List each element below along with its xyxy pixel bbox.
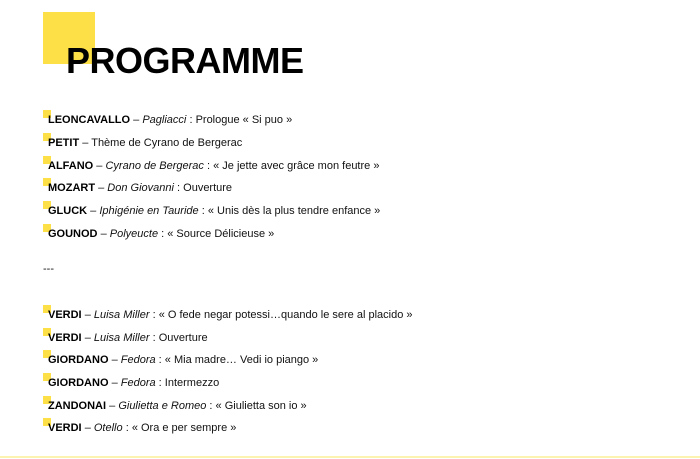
- work-title: Cyrano de Bergerac: [105, 160, 204, 172]
- work-title: Fedora: [120, 354, 156, 366]
- programme-item-text: [43, 228, 274, 240]
- piece-title: « Ora e per sempre »: [131, 422, 237, 434]
- colon-separator: :: [177, 182, 181, 194]
- programme-item: [43, 350, 318, 370]
- colon-separator: :: [158, 377, 162, 389]
- work-title: Polyeucte: [109, 228, 159, 240]
- piece-title: Thème de Cyrano de Bergerac: [91, 137, 243, 149]
- composer-name: PETIT: [48, 137, 80, 149]
- programme-item-text: [43, 205, 380, 217]
- composer-name: MOZART: [48, 182, 96, 194]
- piece-title: « Unis dès la plus tendre enfance »: [207, 205, 381, 217]
- programme-item-text: [43, 114, 292, 126]
- colon-separator: :: [201, 205, 205, 217]
- piece-title: « Giulietta son io »: [215, 400, 307, 412]
- dash-separator: –: [111, 377, 118, 389]
- dash-separator: –: [133, 114, 140, 126]
- programme-item-text: [43, 137, 242, 149]
- composer-name: ZANDONAI: [48, 400, 107, 412]
- composer-name: ALFANO: [48, 160, 94, 172]
- programme-item-text: [43, 182, 232, 194]
- programme-item-text: [43, 160, 379, 172]
- dash-separator: –: [90, 205, 97, 217]
- piece-title: « O fede negar potessi…quando le sere al placido »: [158, 309, 413, 321]
- programme-item: [43, 396, 307, 416]
- work-title: Don Giovanni: [107, 182, 174, 194]
- work-title: Luisa Miller: [93, 309, 150, 321]
- dash-separator: –: [82, 137, 89, 149]
- piece-title: Prologue « Si puo »: [195, 114, 293, 126]
- programme-item: [43, 328, 208, 348]
- composer-name: VERDI: [48, 422, 82, 434]
- colon-separator: :: [189, 114, 193, 126]
- colon-separator: :: [161, 228, 165, 240]
- composer-name: LEONCAVALLO: [48, 114, 131, 126]
- composer-name: GLUCK: [48, 205, 88, 217]
- programme-item-text: [43, 332, 208, 344]
- programme-item: [43, 156, 379, 176]
- piece-title: « Source Délicieuse »: [167, 228, 275, 240]
- dash-separator: –: [84, 332, 91, 344]
- composer-name: VERDI: [48, 309, 82, 321]
- programme-item: [43, 133, 242, 153]
- programme-item: [43, 373, 219, 393]
- dash-separator: –: [98, 182, 105, 194]
- dash-separator: –: [109, 400, 116, 412]
- programme-item-text: [43, 377, 219, 389]
- piece-title: Ouverture: [158, 332, 208, 344]
- work-title: Otello: [93, 422, 123, 434]
- piece-title: « Mia madre… Vedi io piango »: [164, 354, 319, 366]
- programme-item-text: [43, 354, 318, 366]
- composer-name: GIORDANO: [48, 354, 109, 366]
- programme-item-text: [43, 309, 412, 321]
- programme-item: [43, 305, 412, 325]
- work-title: Luisa Miller: [93, 332, 150, 344]
- colon-separator: :: [158, 354, 162, 366]
- programme-item: [43, 110, 292, 130]
- colon-separator: :: [209, 400, 213, 412]
- work-title: Pagliacci: [142, 114, 187, 126]
- bottom-divider: [0, 456, 700, 458]
- programme-item-text: [43, 422, 236, 434]
- programme-item: [43, 178, 232, 198]
- programme-item: [43, 418, 236, 438]
- composer-name: VERDI: [48, 332, 82, 344]
- dash-separator: –: [100, 228, 107, 240]
- dash-separator: –: [96, 160, 103, 172]
- programme-item: [43, 201, 380, 221]
- page-title: PROGRAMME: [66, 40, 304, 81]
- work-title: Iphigénie en Tauride: [99, 205, 199, 217]
- dash-separator: –: [111, 354, 118, 366]
- dash-separator: –: [84, 309, 91, 321]
- programme-item: [43, 224, 274, 244]
- dash-separator: –: [84, 422, 91, 434]
- colon-separator: :: [152, 332, 156, 344]
- piece-title: « Je jette avec grâce mon feutre »: [213, 160, 380, 172]
- work-title: Fedora: [120, 377, 156, 389]
- colon-separator: :: [207, 160, 211, 172]
- work-title: Giulietta e Romeo: [118, 400, 207, 412]
- piece-title: Intermezzo: [164, 377, 220, 389]
- part-separator: ---: [43, 263, 54, 275]
- programme-item-text: [43, 400, 307, 412]
- composer-name: GIORDANO: [48, 377, 109, 389]
- composer-name: GOUNOD: [48, 228, 98, 240]
- colon-separator: :: [152, 309, 156, 321]
- piece-title: Ouverture: [183, 182, 233, 194]
- colon-separator: :: [125, 422, 129, 434]
